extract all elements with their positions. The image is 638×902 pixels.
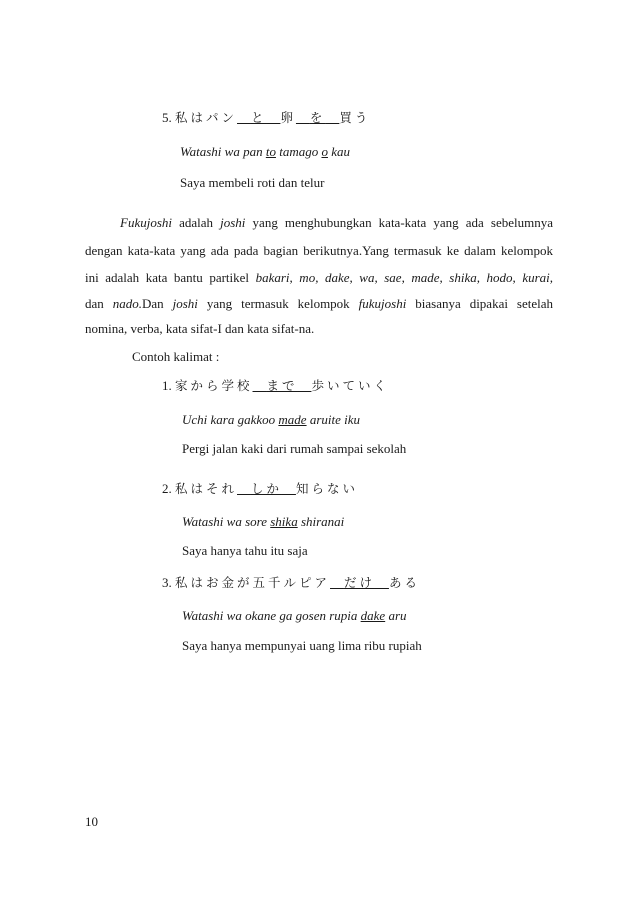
page-number: 10 [85, 814, 98, 829]
example-3-translation: Saya hanya mempunyai uang lima ribu rupiah [182, 638, 422, 653]
example-1-translation: Pergi jalan kaki dari rumah sampai sekolah [182, 441, 407, 456]
example-number: 3. [162, 575, 172, 590]
japanese-text: 家から学校 まで 歩いていく [175, 378, 389, 393]
japanese-text: 私はお金が五千ルピア だけ ある [175, 575, 420, 590]
example-3-japanese [162, 575, 420, 591]
paragraph-line-4: dan nado.Dan joshi yang termasuk kelompok fukujoshi biasanya dipakai setelah [85, 296, 554, 311]
example-number: 1. [162, 378, 172, 393]
paragraph-line-1: Fukujoshi adalah joshi yang menghubungkan kata-kata yang ada sebelumnya [120, 215, 554, 230]
example-2-japanese [162, 481, 358, 497]
examples-heading: Contoh kalimat : [132, 349, 220, 364]
paragraph-line-3: ini adalah kata bantu partikel bakari, mo, dake, wa, sae, made, shika, hodo, kurai, [85, 270, 554, 285]
paragraph-line-2: dengan kata-kata yang ada pada bagian berikutnya.Yang termasuk ke dalam kelompok [85, 243, 553, 258]
example-2-romaji: Watashi wa sore shika shiranai [182, 514, 345, 529]
example-5-japanese [162, 110, 370, 126]
example-1-romaji: Uchi kara gakkoo made aruite iku [182, 412, 360, 427]
example-5-translation: Saya membeli roti dan telur [180, 175, 325, 190]
japanese-text: 私はそれ しか 知らない [175, 481, 358, 496]
example-1-japanese [162, 378, 389, 394]
example-number: 2. [162, 481, 172, 496]
paragraph-line-5: nomina, verba, kata sifat-I dan kata sifat-na. [85, 321, 315, 336]
example-number: 5. [162, 110, 172, 125]
example-3-romaji: Watashi wa okane ga gosen rupia dake aru [182, 608, 407, 623]
example-2-translation: Saya hanya tahu itu saja [182, 543, 308, 558]
japanese-text: 私はパン と 卵 を 買う [175, 110, 371, 125]
example-5-romaji: Watashi wa pan to tamago o kau [180, 144, 350, 159]
